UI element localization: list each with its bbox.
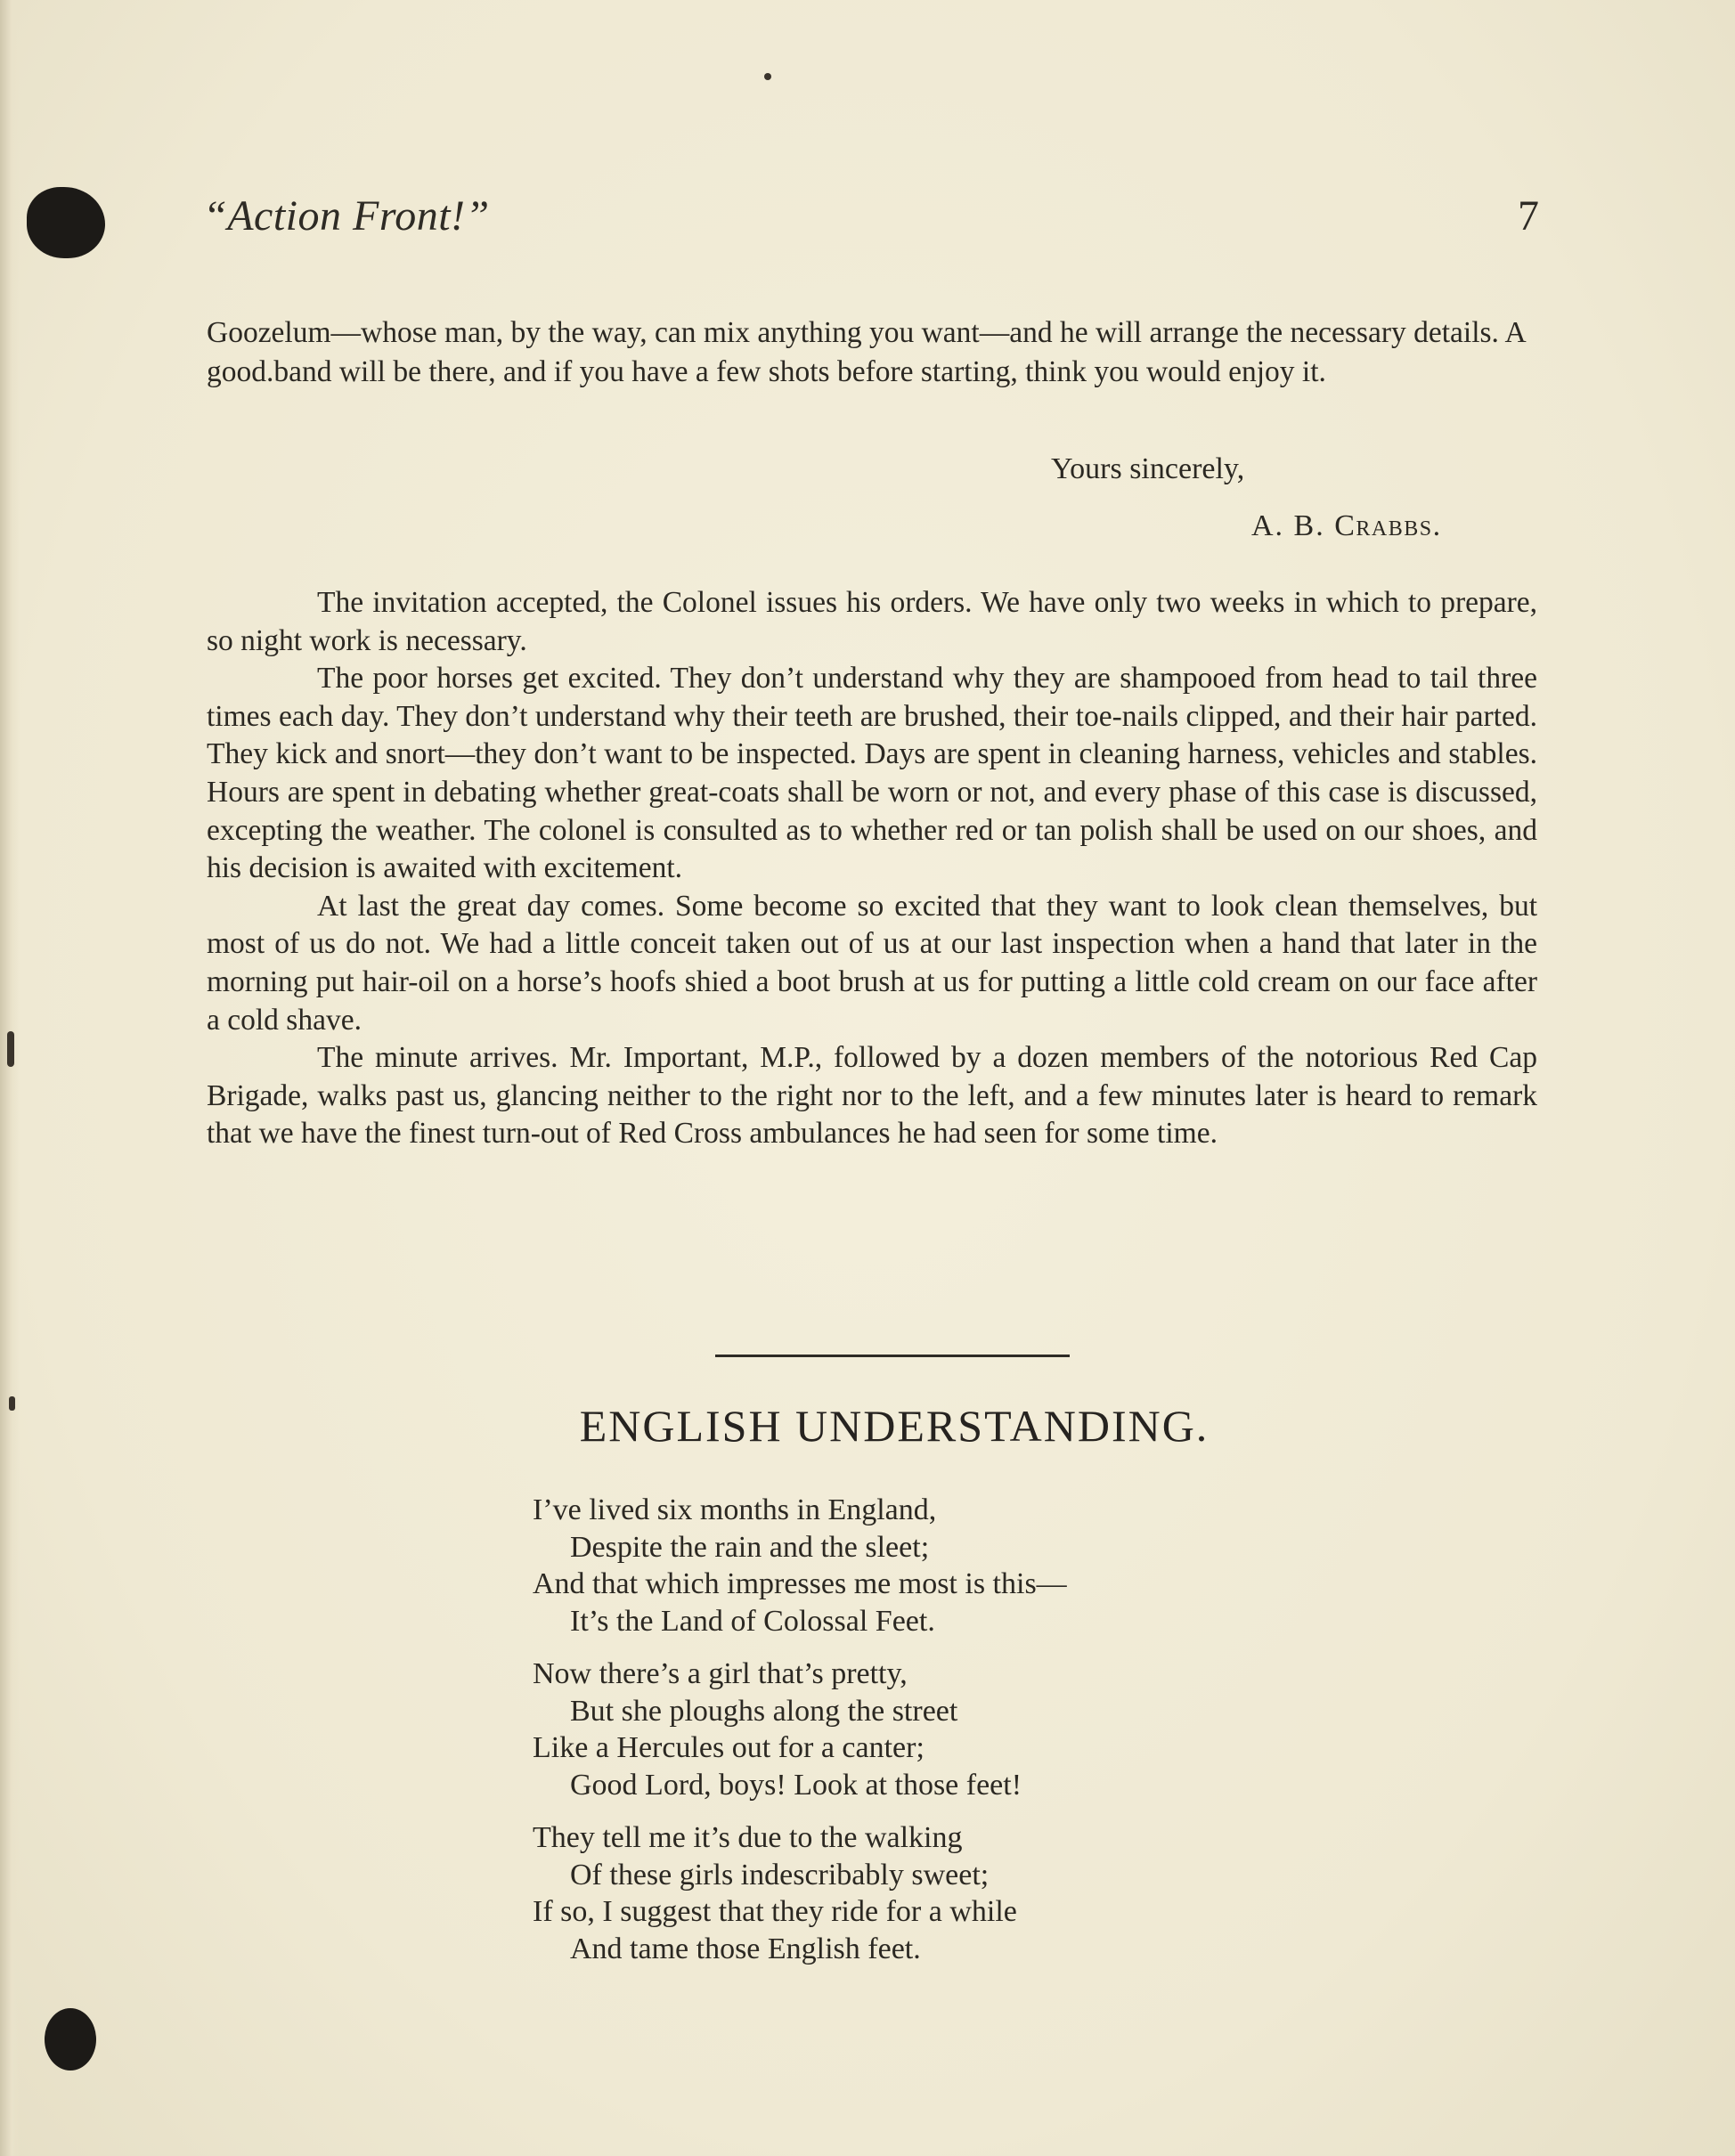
punch-hole-top [27,187,105,258]
poem-line: Good Lord, boys! Look at those feet! [570,1768,1022,1802]
page-header [203,191,1539,254]
signature-initials: A. B. [1251,509,1325,542]
poem [533,1492,1423,1983]
poem-title: ENGLISH UNDERSTANDING. [579,1401,1210,1451]
paragraph: At last the great day comes. Some become so excited that they want to look clean themselves, but most of us do not. We had a little conceit taken out of us at our last inspection when a hand that later in the morning put hair-oil on a horse’s hoofs shied a boot brush at us for putting a little cold cream on our face after a cold shave. [207,889,1537,1037]
poem-line: But she ploughs along the street [570,1694,958,1728]
punch-hole-bottom [45,2008,96,2071]
poem-line: And tame those English feet. [570,1932,921,1965]
signature-name: Crabbs. [1334,509,1442,542]
article-body [207,584,1537,1153]
poem-line: It’s the Land of Colossal Feet. [570,1604,935,1638]
letter-signature [1251,509,1442,543]
paragraph: The minute arrives. Mr. Important, M.P., followed by a dozen members of the notorious Red Cap Brigade, walks past us, glancing neither to the right nor to the left, and a few minutes later is heard to remark that we have the finest turn-out of Red Cross ambulances he had seen for some time. [207,1041,1537,1151]
paragraph: The poor horses get excited. They don’t understand why they are shampooed from head to tail three times each day. They don’t understand why their teeth are brushed, their toe-nails clipped, and their hair parted. They kick and snort—they don’t want to be inspected. Days are spent in cleaning harness, vehicles and stables. Hours are spent in debating whether great-coats shall be worn or not, and every phase of this case is discussed, excepting the weather. The colonel is consulted as to whether red or tan polish shall be used on our shoes, and his decision is awaited with excitement. [207,662,1537,885]
paragraph: The invitation accepted, the Colonel issues his orders. We have only two weeks in which to prepare, so night work is necessary. [207,586,1537,657]
ink-speck [764,73,771,80]
poem-line: And that which impresses me most is this— [533,1567,1067,1600]
section-divider [715,1355,1070,1357]
poem-line: Now there’s a girl that’s pretty, [533,1657,908,1690]
poem-line: Of these girls indescribably sweet; [570,1858,990,1892]
letter-text: Goozelum—whose man, by the way, can mix anything you want—and he will arrange the necessary details. A good.band will be there, and if you have a few shots before starting, think you would enjoy it. [207,316,1525,388]
poem-line: Despite the rain and the sleet; [570,1530,930,1564]
poem-line: Like a Hercules out for a canter; [533,1731,925,1764]
running-title: “Action Front!” [203,192,490,240]
poem-line: I’ve lived six months in England, [533,1493,937,1526]
page-left-edge [0,0,20,2156]
ink-speck [7,1031,14,1067]
poem-line: They tell me it’s due to the walking [533,1821,963,1854]
poem-stanza [533,1492,1423,1639]
page-number: 7 [1518,192,1539,240]
letter-continuation [207,313,1537,391]
letter-closing: Yours sincerely, [1051,452,1245,485]
poem-stanza [533,1819,1423,1967]
poem-line: If so, I suggest that they ride for a while [533,1895,1017,1928]
poem-stanza [533,1656,1423,1803]
